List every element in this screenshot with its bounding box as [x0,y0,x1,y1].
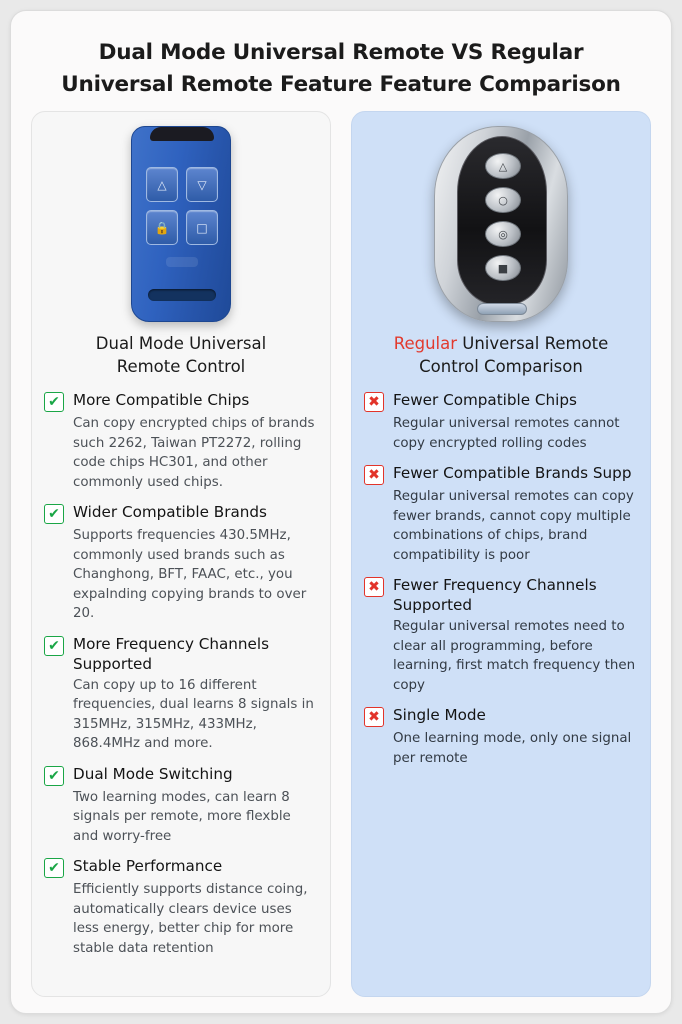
feature-item [44,390,318,492]
left-heading-line2: Remote Control [116,357,246,376]
feature-head [44,634,318,674]
feature-head [364,463,638,485]
feature-description: Regular universal remotes need to clear all programming, before learning, first match frequency then copy [393,619,636,693]
right-heading-line2: Control Comparison [419,357,583,376]
right-column-heading [364,332,638,378]
left-column-heading [44,332,318,378]
cross-icon: ✖ [364,465,384,485]
feature-title: Stable Performance [73,857,223,875]
remote-notch [166,257,198,267]
feature-description: Supports frequencies 430.5MHz, commonly used brands such as Changhong, BFT, FAAC, etc., you expalnding copying brands to over 20. [73,528,307,621]
cross-icon: ✖ [364,707,384,727]
feature-item [44,502,318,624]
silver-remote-graphic [434,126,568,322]
feature-item [364,575,638,695]
feature-title: More Compatible Chips [73,391,250,409]
feature-title: Wider Compatible Brands [73,503,267,521]
feature-description: One learning mode, only one signal per remote [393,731,632,766]
check-icon: ✔ [44,858,64,878]
feature-head [44,502,318,524]
page-title: Dual Mode Universal Remote VS Regular Universal Remote Feature Feature Comparison [61,40,621,97]
feature-description: Can copy encrypted chips of brands such 2262, Taiwan PT2272, rolling code chips HC301, and other commonly used chips. [73,416,315,490]
feature-head [44,390,318,412]
remote-button-pad [146,167,218,245]
feature-title: Fewer Compatible Chips [393,391,577,409]
feature-head [44,856,318,878]
remote-slot [148,289,216,301]
feature-title: More Frequency Channels Supported [73,634,270,673]
column-regular [351,111,651,997]
feature-item [364,390,638,453]
feature-description: Can copy up to 16 different frequencies, dual learns 8 signals in 315MHz, 315MHz, 433MHz, 868.4MHz and more. [73,677,314,751]
cross-icon: ✖ [364,392,384,412]
feature-item [364,705,638,768]
up-arrow-icon: △ [146,167,178,202]
remote-button-1: △ [485,153,521,179]
feature-description: Regular universal remotes cannot copy encrypted rolling codes [393,416,620,451]
comparison-card [10,10,672,1014]
remote-button-3: ◎ [485,221,521,247]
remote-base [477,303,527,315]
feature-head [364,390,638,412]
remote-button-2: ○ [485,187,521,213]
feature-title: Fewer Compatible Brands Supp [393,464,632,482]
column-dual-mode [31,111,331,997]
cross-icon: ✖ [364,577,384,597]
check-icon: ✔ [44,392,64,412]
right-heading-rest: Universal Remote [457,334,609,353]
feature-title: Single Mode [393,706,486,724]
comparison-columns [31,111,651,997]
feature-title: Fewer Frequency Channels Supported [393,576,597,614]
feature-head [364,705,638,727]
left-heading-line1: Dual Mode Universal [95,334,267,353]
feature-description: Regular universal remotes can copy fewer brands, cannot copy multiple combinations of chips, brand compatibility is poor [393,489,634,563]
check-icon: ✔ [44,504,64,524]
feature-description: Two learning modes, can learn 8 signals per remote, more flexble and worry-free [73,789,291,844]
feature-item [44,634,318,754]
feature-title: Dual Mode Switching [73,764,233,783]
blue-remote-graphic [131,126,231,322]
check-icon: ✔ [44,766,64,786]
down-arrow-icon: ▽ [186,167,218,202]
regular-remote-image [364,124,638,324]
feature-item [44,764,318,847]
feature-head [44,764,318,786]
lock-icon: 🔒 [146,210,178,245]
feature-item [364,463,638,565]
remote-top-cap [150,127,214,141]
dual-mode-remote-image [44,124,318,324]
right-heading-highlight: Regular [393,334,458,353]
feature-item [44,856,318,958]
feature-description: Efficiently supports distance coing, automatically clears device uses less energy, better chip for more stable data retention [73,882,308,956]
square-icon: □ [186,210,218,245]
remote-inner-panel [457,136,547,306]
feature-head [364,575,638,615]
remote-button-4: ■ [485,255,521,281]
check-icon: ✔ [44,636,64,656]
